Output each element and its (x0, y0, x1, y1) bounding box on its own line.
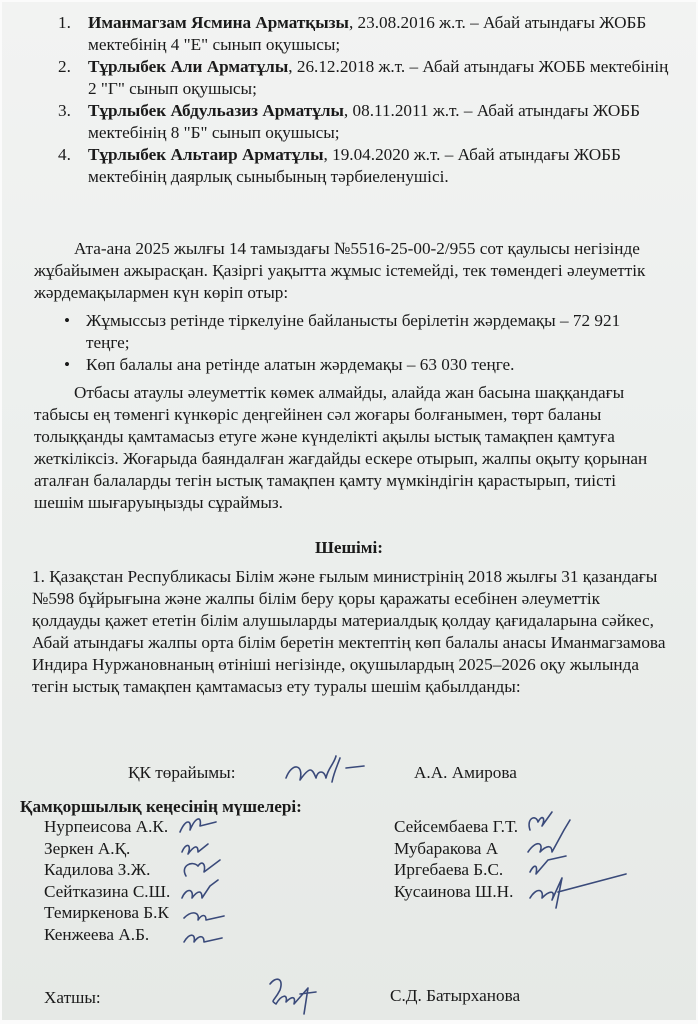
child-item (58, 144, 678, 188)
child-item (58, 100, 678, 144)
child-item (58, 56, 678, 100)
council-title: Қамқоршылық кеңесінің мүшелері: (20, 797, 302, 816)
children-list (58, 12, 678, 188)
chair-signature-icon (282, 754, 372, 790)
secretary-label: Хатшы: (44, 988, 101, 1007)
member-signatures-right-icon (522, 808, 642, 918)
benefit-item (62, 354, 662, 376)
document-page (2, 2, 696, 1020)
benefit-text: Жұмыссыз ретінде тіркелуіне байланысты берілетін жәрдемақы – 72 921 теңге; (86, 311, 621, 352)
bullet-icon: • (64, 311, 71, 330)
council-member: Темиркенова Б.К (44, 903, 169, 922)
benefit-item (62, 310, 662, 354)
child-details: , 19.04.2020 ж.т. – Абай атындағы ЖОББ мектебінің даярлық сыныбының тәрбиеленушісі. (88, 145, 621, 186)
list-number: 2. (58, 57, 71, 76)
council-member: Мубаракова А (394, 838, 499, 858)
child-item (58, 12, 678, 56)
council-member: Сейтказина С.Ш. (44, 881, 171, 901)
council-member: Кусаинова Ш.Н. (394, 881, 514, 901)
secretary-name: С.Д. Батырханова (390, 986, 521, 1005)
decision-heading: Шешімі: (315, 538, 383, 557)
list-number: 4. (58, 145, 71, 164)
family-paragraph: Отбасы атаулы әлеуметтік көмек алмайды, алайда жан басына шаққандағы табысы ең төменгі күнкөріс деңгейінен сәл жоғары болғанымен, төрт баланы толыққанды қамтамасыз етуге және күнделікті ақылы ыстық тамақпен қамтуға жеткіліксіз. Жоғарыда баяндалған жағдайды ескере отырып, жалпы оқыту қорынан аталған балаларды тегін ыстық тамақпен қамту мүмкіндігін қарастырып, тиісті шешім шығаруыңызды сұраймыз. (34, 383, 648, 512)
list-number: 1. (58, 13, 71, 32)
child-name: Иманмагзам Ясмина Арматқызы (88, 13, 349, 32)
council-member: Зеркен А.Қ. (44, 838, 131, 858)
member-signatures-left-icon (172, 814, 282, 954)
decision-paragraph: 1. Қазақстан Республикасы Білім және ғылым министрінің 2018 жылғы 31 қазандағы №598 бұйрығына және жалпы білім беру қоры қаражаты есебінен әлеуметтік қолдауды қажет ететін білім алушыларды материалдық қолдау қағидаларына сәйкес, Абай атындағы жалпы орта білім беретін мектептің көп балалы анасы Иманмагзамова Индира Нуржановнаның өтініші негізінде, оқушылардың 2025–2026 оқу жылында тегін ыстық тамақпен қамтамасыз ету туралы шешім қабылданды: (32, 567, 666, 696)
child-details: , 23.08.2016 ж.т. – Абай атындағы ЖОББ мектебінің 4 "Е" сынып оқушысы; (88, 13, 647, 54)
council-member: Кадилова З.Ж. (44, 860, 151, 879)
council-member: Иргебаева Б.С. (394, 860, 504, 879)
benefit-text: Көп балалы ана ретінде алатын жәрдемақы – 63 030 теңге. (86, 355, 515, 374)
child-details: , 08.11.2011 ж.т. – Абай атындағы ЖОББ мектебінің 8 "Б" сынып оқушысы; (88, 101, 640, 142)
chair-name: А.А. Амирова (414, 763, 517, 782)
child-details: , 26.12.2018 ж.т. – Абай атындағы ЖОББ мектебінің 2 "Г" сынып оқушысы; (88, 57, 669, 98)
council-member: Сейсембаева Г.Т. (394, 817, 519, 836)
council-member: Нурпеисова А.К. (44, 817, 169, 836)
secretary-signature-icon (264, 970, 344, 1020)
child-name: Тұрлыбек Али Арматұлы (88, 57, 289, 76)
child-name: Тұрлыбек Абдульазиз Арматұлы (88, 101, 344, 120)
bullet-icon: • (64, 355, 71, 374)
list-number: 3. (58, 101, 71, 120)
parents-paragraph: Ата-ана 2025 жылғы 14 тамыздағы №5516-25-00-2/955 сот қаулысы негізінде жұбайымен ажырасқан. Қазіргі уақытта жұмыс істемейді, тек төмендегі әлеуметтік жәрдемақылармен күн көріп отыр: (34, 239, 646, 302)
chair-label: ҚК төрайымы: (128, 763, 236, 782)
benefits-list (62, 310, 662, 376)
child-name: Тұрлыбек Альтаир Арматұлы (88, 145, 324, 164)
council-member: Кенжеева А.Б. (44, 924, 150, 944)
